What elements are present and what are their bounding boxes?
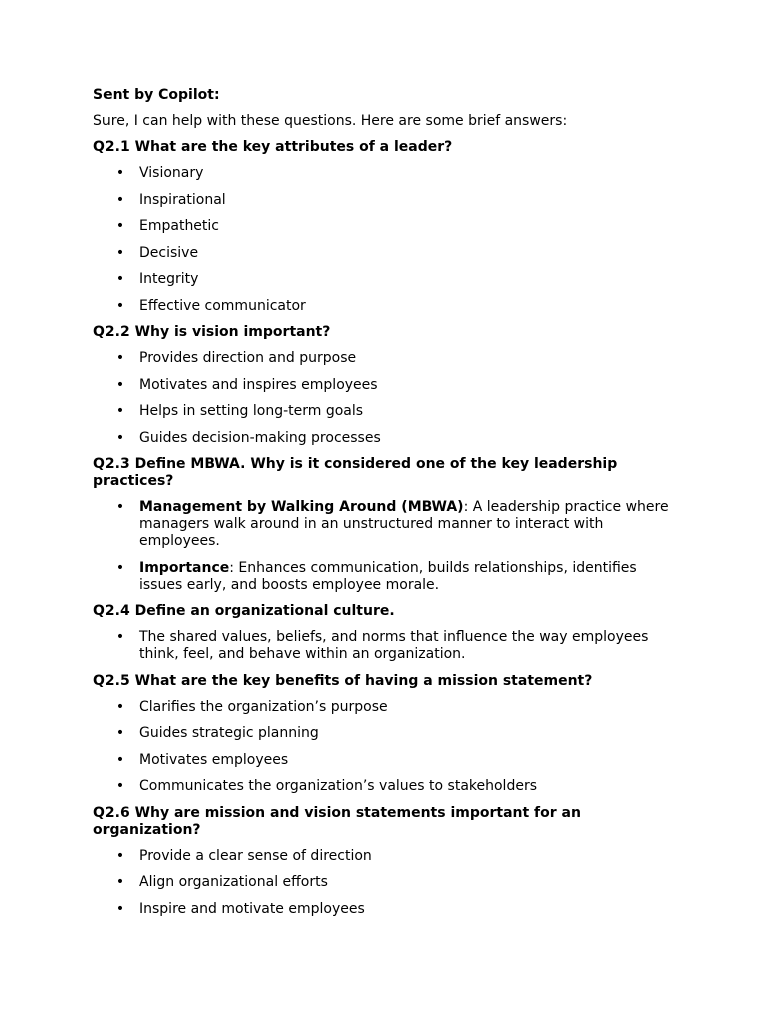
answer-text: The shared values, beliefs, and norms that influence the way employees think, feel, and behave within an organization.	[139, 629, 649, 662]
bullet-icon: •	[115, 165, 125, 181]
bullet-icon: •	[115, 698, 125, 715]
bullet-icon: •	[115, 218, 125, 234]
qa-sections	[93, 139, 678, 918]
question-heading: Q2.3 Define MBWA. Why is it considered one of the key leadership practices?	[93, 456, 618, 489]
answer-text: Helps in setting long-term goals	[139, 403, 364, 419]
list-item	[93, 499, 678, 550]
answer-text: Visionary	[139, 165, 204, 181]
answer-text: Motivates and inspires employees	[139, 376, 378, 393]
answer-list	[93, 848, 678, 918]
list-item	[93, 901, 678, 918]
answer-text: Effective communicator	[139, 297, 306, 314]
answer-list	[93, 499, 678, 594]
list-item	[93, 245, 678, 262]
answer-text: Align organizational efforts	[139, 874, 328, 890]
bullet-icon: •	[115, 778, 125, 794]
list-item	[93, 377, 678, 394]
bullet-icon: •	[115, 751, 125, 768]
answer-text: Inspirational	[139, 191, 226, 208]
bullet-icon: •	[115, 271, 125, 287]
answer-text: Communicates the organization’s values to stakeholders	[139, 778, 537, 794]
answer-text: Guides decision-making processes	[139, 429, 381, 446]
answer-list	[93, 165, 678, 315]
question-heading: Q2.6 Why are mission and vision statements important for an organization?	[93, 804, 581, 838]
bullet-icon: •	[115, 629, 125, 645]
list-item	[93, 165, 678, 182]
bullet-icon: •	[115, 403, 125, 419]
list-item	[93, 699, 678, 716]
bullet-icon: •	[115, 559, 125, 576]
bullet-icon: •	[115, 499, 125, 515]
bullet-icon: •	[115, 350, 125, 366]
answer-text: Motivates employees	[139, 751, 289, 768]
list-item	[93, 629, 678, 663]
list-item	[93, 778, 678, 795]
list-item	[93, 752, 678, 769]
answer-text: Integrity	[139, 271, 199, 287]
list-item	[93, 403, 678, 420]
question-heading: Q2.4 Define an organizational culture.	[93, 603, 395, 619]
question-heading: Q2.2 Why is vision important?	[93, 324, 331, 340]
list-item	[93, 298, 678, 315]
list-item	[93, 271, 678, 288]
answer-text: Provide a clear sense of direction	[139, 847, 372, 864]
bullet-icon: •	[115, 847, 125, 864]
list-item	[93, 725, 678, 742]
question-heading: Q2.1 What are the key attributes of a leader?	[93, 139, 453, 155]
answer-text: Inspire and motivate employees	[139, 900, 365, 917]
sender-label: Sent by Copilot:	[93, 87, 220, 103]
answer-text: Decisive	[139, 244, 199, 261]
bullet-icon: •	[115, 191, 125, 208]
question-heading: Q2.5 What are the key benefits of having a mission statement?	[93, 672, 593, 689]
answer-text: Clarifies the organization’s purpose	[139, 698, 388, 715]
bullet-icon: •	[115, 900, 125, 917]
answer-list	[93, 699, 678, 796]
list-item	[93, 848, 678, 865]
bullet-icon: •	[115, 725, 125, 741]
answer-text: : A leadership practice where managers walk around in an unstructured manner to interact with employees.	[139, 499, 669, 549]
list-item	[93, 874, 678, 891]
list-item	[93, 192, 678, 209]
bullet-icon: •	[115, 376, 125, 393]
list-item	[93, 560, 678, 594]
answer-term: Importance	[139, 559, 230, 576]
answer-list	[93, 350, 678, 447]
bullet-icon: •	[115, 297, 125, 314]
answer-text: : Enhances communication, builds relationships, identifies issues early, and boosts employee morale.	[139, 559, 637, 593]
list-item	[93, 430, 678, 447]
bullet-icon: •	[115, 429, 125, 446]
bullet-icon: •	[115, 874, 125, 890]
list-item	[93, 218, 678, 235]
list-item	[93, 350, 678, 367]
bullet-icon: •	[115, 244, 125, 261]
answer-term: Management by Walking Around (MBWA)	[139, 499, 464, 515]
intro-text: Sure, I can help with these questions. Here are some brief answers:	[93, 113, 568, 129]
answer-text: Provides direction and purpose	[139, 350, 357, 366]
answer-list	[93, 629, 678, 663]
answer-text: Guides strategic planning	[139, 725, 319, 741]
answer-text: Empathetic	[139, 218, 220, 234]
